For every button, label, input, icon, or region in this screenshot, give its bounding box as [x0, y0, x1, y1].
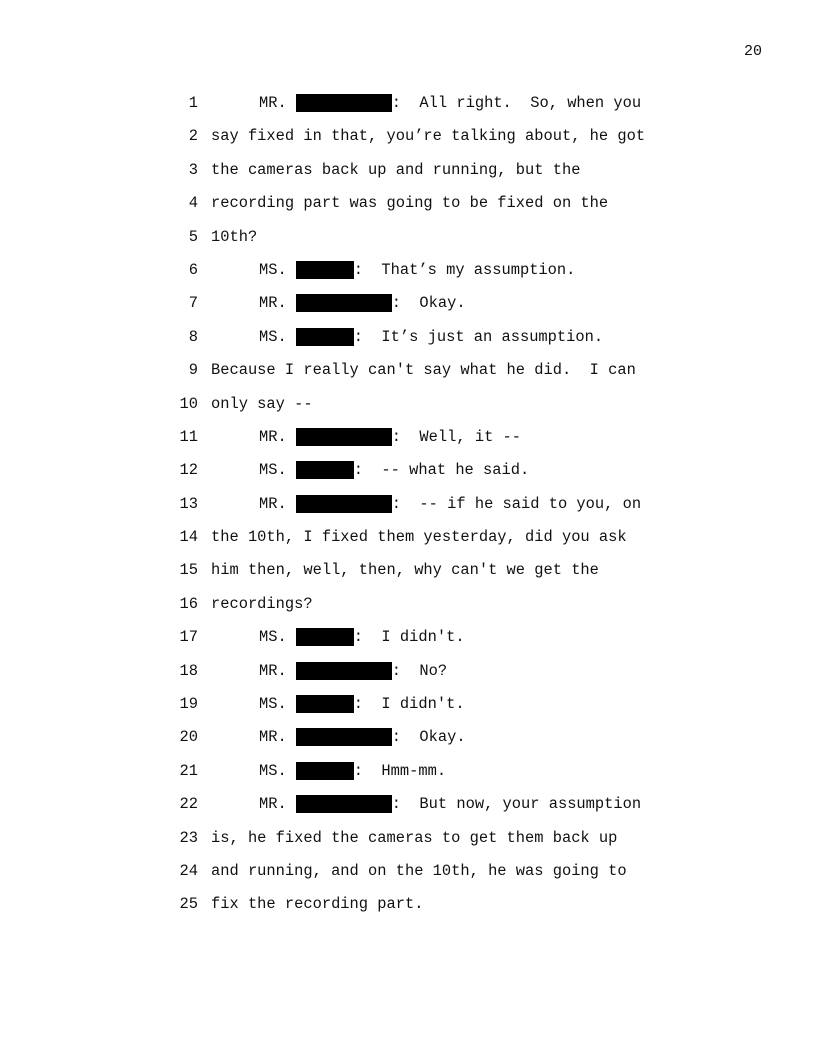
- speaker-speech: : That’s my assumption.: [353, 260, 576, 279]
- speaker-line-text: [259, 762, 446, 780]
- line-number: 20: [179, 728, 198, 747]
- line-number: 3: [188, 160, 198, 179]
- speaker-speech: : -- if he said to you, on: [391, 494, 642, 513]
- redaction-bar: [296, 662, 392, 680]
- line-number: 23: [179, 828, 198, 847]
- speaker-label: MS.: [259, 628, 287, 647]
- speaker-speech: : No?: [391, 661, 448, 680]
- redaction-bar: [296, 628, 354, 646]
- line-text: 10th?: [211, 227, 258, 246]
- speaker-speech: : It’s just an assumption.: [353, 327, 604, 346]
- line-text: him then, well, then, why can't we get the: [211, 561, 599, 580]
- line-text: and running, and on the 10th, he was going to: [211, 861, 627, 880]
- speaker-speech: : I didn't.: [353, 695, 465, 714]
- line-number: 22: [179, 795, 198, 814]
- line-number: 15: [179, 561, 198, 580]
- speaker-line-text: [259, 662, 447, 680]
- speaker-label: MS.: [259, 260, 287, 279]
- line-number: 16: [179, 594, 198, 613]
- transcript-line: [170, 161, 690, 194]
- transcript-line: [170, 628, 690, 661]
- redaction-bar: [296, 328, 354, 346]
- speaker-speech: : -- what he said.: [353, 461, 530, 480]
- transcript-line: [170, 261, 690, 294]
- line-number: 18: [179, 661, 198, 680]
- speaker-speech: : But now, your assumption: [391, 795, 642, 814]
- transcript-body: [170, 94, 690, 929]
- redaction-bar: [296, 94, 392, 112]
- redaction-bar: [296, 428, 392, 446]
- line-number: 6: [188, 260, 198, 279]
- transcript-line: [170, 695, 690, 728]
- speaker-speech: : Okay.: [391, 294, 466, 313]
- speaker-label: MS.: [259, 695, 287, 714]
- line-number: 2: [188, 127, 198, 146]
- speaker-line-text: [259, 628, 465, 646]
- line-number: 13: [179, 494, 198, 513]
- line-text: Because I really can't say what he did. I can: [211, 361, 636, 380]
- transcript-line: [170, 194, 690, 227]
- transcript-line: [170, 294, 690, 327]
- speaker-speech: : All right. So, when you: [391, 94, 642, 112]
- speaker-speech: : I didn't.: [353, 628, 465, 647]
- redaction-bar: [296, 762, 354, 780]
- speaker-line-text: [259, 795, 641, 813]
- speaker-line-text: [259, 495, 641, 513]
- speaker-line-text: [259, 695, 465, 713]
- speaker-speech: : Well, it --: [391, 427, 522, 446]
- speaker-speech: : Hmm-mm.: [353, 761, 447, 780]
- line-text: recording part was going to be fixed on the: [211, 194, 609, 213]
- transcript-line: [170, 829, 690, 862]
- speaker-label: MR.: [259, 94, 287, 112]
- transcript-line: [170, 762, 690, 795]
- transcript-line: [170, 228, 690, 261]
- line-number: 11: [179, 427, 198, 446]
- transcript-line: [170, 528, 690, 561]
- speaker-line-text: [259, 261, 575, 279]
- speaker-line-text: [259, 728, 466, 746]
- transcript-line: [170, 428, 690, 461]
- redaction-bar: [296, 461, 354, 479]
- speaker-speech: : Okay.: [391, 728, 466, 747]
- speaker-line-text: [259, 94, 641, 112]
- transcript-line: [170, 595, 690, 628]
- speaker-label: MR.: [259, 728, 287, 747]
- line-number: 12: [179, 461, 198, 480]
- transcript-line: [170, 461, 690, 494]
- redaction-bar: [296, 795, 392, 813]
- transcript-line: [170, 662, 690, 695]
- speaker-label: MR.: [259, 427, 287, 446]
- line-number: 1: [188, 94, 198, 112]
- redaction-bar: [296, 294, 392, 312]
- line-number: 4: [188, 194, 198, 213]
- transcript-line: [170, 728, 690, 761]
- redaction-bar: [296, 261, 354, 279]
- line-text: only say --: [211, 394, 313, 413]
- line-text: fix the recording part.: [211, 895, 424, 914]
- redaction-bar: [296, 695, 354, 713]
- line-number: 7: [188, 294, 198, 313]
- line-number: 10: [179, 394, 198, 413]
- line-text: say fixed in that, you’re talking about, he got: [211, 127, 646, 146]
- line-number: 24: [179, 861, 198, 880]
- transcript-line: [170, 127, 690, 160]
- transcript-line: [170, 561, 690, 594]
- transcript-line: [170, 495, 690, 528]
- line-number: 25: [179, 895, 198, 914]
- transcript-line: [170, 94, 690, 127]
- speaker-label: MR.: [259, 795, 287, 814]
- line-number: 17: [179, 628, 198, 647]
- transcript-line: [170, 395, 690, 428]
- line-text: the 10th, I fixed them yesterday, did you ask: [211, 528, 627, 547]
- transcript-line: [170, 361, 690, 394]
- speaker-label: MR.: [259, 294, 287, 313]
- line-text: the cameras back up and running, but the: [211, 160, 581, 179]
- speaker-line-text: [259, 294, 466, 312]
- line-number: 14: [179, 528, 198, 547]
- speaker-line-text: [259, 461, 529, 479]
- transcript-line: [170, 795, 690, 828]
- transcript-line: [170, 862, 690, 895]
- speaker-line-text: [259, 328, 603, 346]
- redaction-bar: [296, 495, 392, 513]
- page-number: 20: [743, 43, 762, 60]
- transcript-line: [170, 895, 690, 928]
- line-number: 8: [188, 327, 198, 346]
- speaker-line-text: [259, 428, 521, 446]
- redaction-bar: [296, 728, 392, 746]
- transcript-line: [170, 328, 690, 361]
- speaker-label: MS.: [259, 461, 287, 480]
- line-number: 21: [179, 761, 198, 780]
- speaker-label: MS.: [259, 761, 287, 780]
- speaker-label: MR.: [259, 494, 287, 513]
- line-number: 19: [179, 695, 198, 714]
- speaker-label: MR.: [259, 661, 287, 680]
- line-text: is, he fixed the cameras to get them back up: [211, 828, 618, 847]
- line-number: 9: [188, 361, 198, 380]
- speaker-label: MS.: [259, 327, 287, 346]
- line-number: 5: [188, 227, 198, 246]
- line-text: recordings?: [211, 594, 313, 613]
